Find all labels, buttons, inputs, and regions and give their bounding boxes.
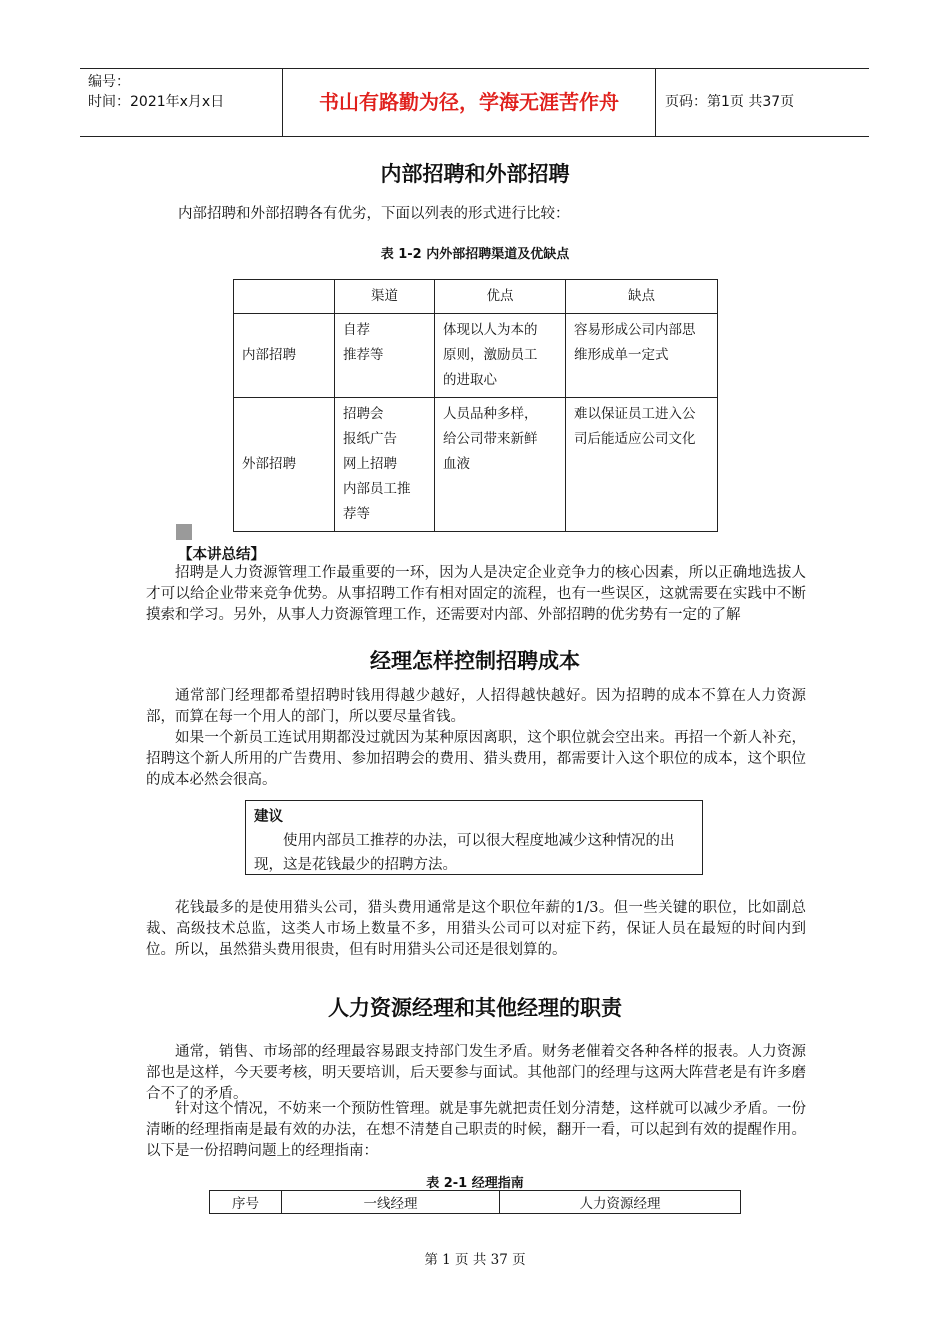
table-header-cell: 缺点 (566, 280, 718, 314)
section1-intro: 内部招聘和外部招聘各有优劣，下面以列表的形式进行比较： (178, 206, 570, 222)
section3-title: 人力资源经理和其他经理的职责 (328, 996, 622, 1020)
cell-line: 司后能适应公司文化 (574, 431, 696, 447)
cell-line: 的进取心 (443, 372, 497, 388)
cell-line: 网上招聘 (343, 456, 397, 472)
table-header-cell: 一线经理 (282, 1191, 500, 1214)
cell-line: 原则，激励员工 (443, 347, 538, 363)
section2-para1: 通常部门经理都希望招聘时钱用得越少越好，人招得越快越好。因为招聘的成本不算在人力资源部，而算在每一个用人的部门，所以要尽量省钱。 (146, 688, 806, 725)
cell-line: 内部员工推 (343, 481, 411, 497)
row-cons (566, 314, 718, 398)
table1-caption: 表 1-2 内外部招聘渠道及优缺点 (380, 247, 570, 262)
summary-text: 招聘是人力资源管理工作最重要的一环，因为人是决定企业竞争力的核心因素，所以正确地选拔人才可以给企业带来竞争优势。从事招聘工作有相对固定的流程，也有一些误区，这就需要在实践中不断摸索和学习。另外，从事人力资源管理工作，还需要对内部、外部招聘的优劣势有一定的了解 (146, 565, 806, 623)
header-time-label: 时间：2021年x月x日 (88, 94, 225, 110)
cell-line: 难以保证员工进入公 (574, 406, 696, 422)
table2-caption: 表 2-1 经理指南 (426, 1176, 524, 1191)
section3-para2: 针对这个情况，不妨来一个预防性管理。就是事先就把责任划分清楚，这样就可以减少矛盾。一份清晰的经理指南是最有效的办法，在想不清楚自己职责的时候，翻开一看，可以起到有效的提醒作用。以下是一份招聘问题上的经理指南： (146, 1101, 806, 1159)
cell-line: 自荐 (343, 322, 370, 338)
advice-box (245, 800, 703, 875)
summary-heading: 【本讲总结】 (178, 547, 265, 563)
table-header-cell (234, 280, 335, 314)
row-cons (566, 398, 718, 532)
page-footer: 第 1 页 共 37 页 (424, 1252, 526, 1268)
table-row (234, 398, 718, 532)
section-marker-square (176, 524, 192, 540)
cell-line: 血液 (443, 456, 470, 472)
row-label: 内部招聘 (234, 314, 335, 398)
table-header-cell: 优点 (435, 280, 566, 314)
table-header-cell: 渠道 (335, 280, 435, 314)
cell-line: 容易形成公司内部思 (574, 322, 696, 338)
cell-line: 维形成单一定式 (574, 347, 669, 363)
cell-line: 报纸广告 (343, 431, 397, 447)
header-number-label: 编号： (88, 74, 130, 90)
row-label: 外部招聘 (234, 398, 335, 532)
recruitment-comparison-table (233, 279, 718, 532)
advice-title: 建议 (254, 809, 283, 825)
manager-guide-table (209, 1190, 741, 1214)
section2-para3: 花钱最多的是使用猎头公司，猎头费用通常是这个职位年薪的1/3。但一些关键的职位，比如副总裁、高级技术总监，这类人市场上数量不多，用猎头公司可以对症下药，保证人员在最短的时间内到位。所以，虽然猎头费用很贵，但有时用猎头公司还是很划算的。 (146, 900, 806, 958)
row-pros (435, 314, 566, 398)
cell-line: 体现以人为本的 (443, 322, 538, 338)
section1-title: 内部招聘和外部招聘 (380, 162, 570, 186)
section2-para2: 如果一个新员工连试用期都没过就因为某种原因离职，这个职位就会空出来。再招一个新人补充，招聘这个新人所用的广告费用、参加招聘会的费用、猎头费用，都需要计入这个职位的成本，这个职位的成本必然会很高。 (146, 730, 806, 788)
row-channels (335, 398, 435, 532)
header-motto: 书山有路勤为径，学海无涯苦作舟 (283, 69, 656, 136)
table-header-row (234, 280, 718, 314)
cell-line: 推荐等 (343, 347, 384, 363)
table-header-cell: 序号 (210, 1191, 282, 1214)
cell-line: 荐等 (343, 506, 370, 522)
row-pros (435, 398, 566, 532)
table-header-row (210, 1191, 741, 1214)
header-page-info: 页码：第1页 共37页 (665, 94, 795, 110)
row-channels (335, 314, 435, 398)
advice-text: 使用内部员工推荐的办法，可以很大程度地减少这种情况的出现，这是花钱最少的招聘方法。 (254, 833, 675, 873)
section2-title: 经理怎样控制招聘成本 (370, 649, 580, 673)
cell-line: 招聘会 (343, 406, 384, 422)
header-meta (80, 69, 283, 136)
section3-para1: 通常，销售、市场部的经理最容易跟支持部门发生矛盾。财务老催着交各种各样的报表。人力资源部也是这样，今天要考核，明天要培训，后天要参与面试。其他部门的经理与这两大阵营老是有许多磨合不了的矛盾。 (146, 1044, 806, 1102)
table-row (234, 314, 718, 398)
document-header (80, 68, 869, 137)
cell-line: 人员品种多样， (443, 406, 538, 422)
cell-line: 给公司带来新鲜 (443, 431, 538, 447)
table-header-cell: 人力资源经理 (500, 1191, 741, 1214)
